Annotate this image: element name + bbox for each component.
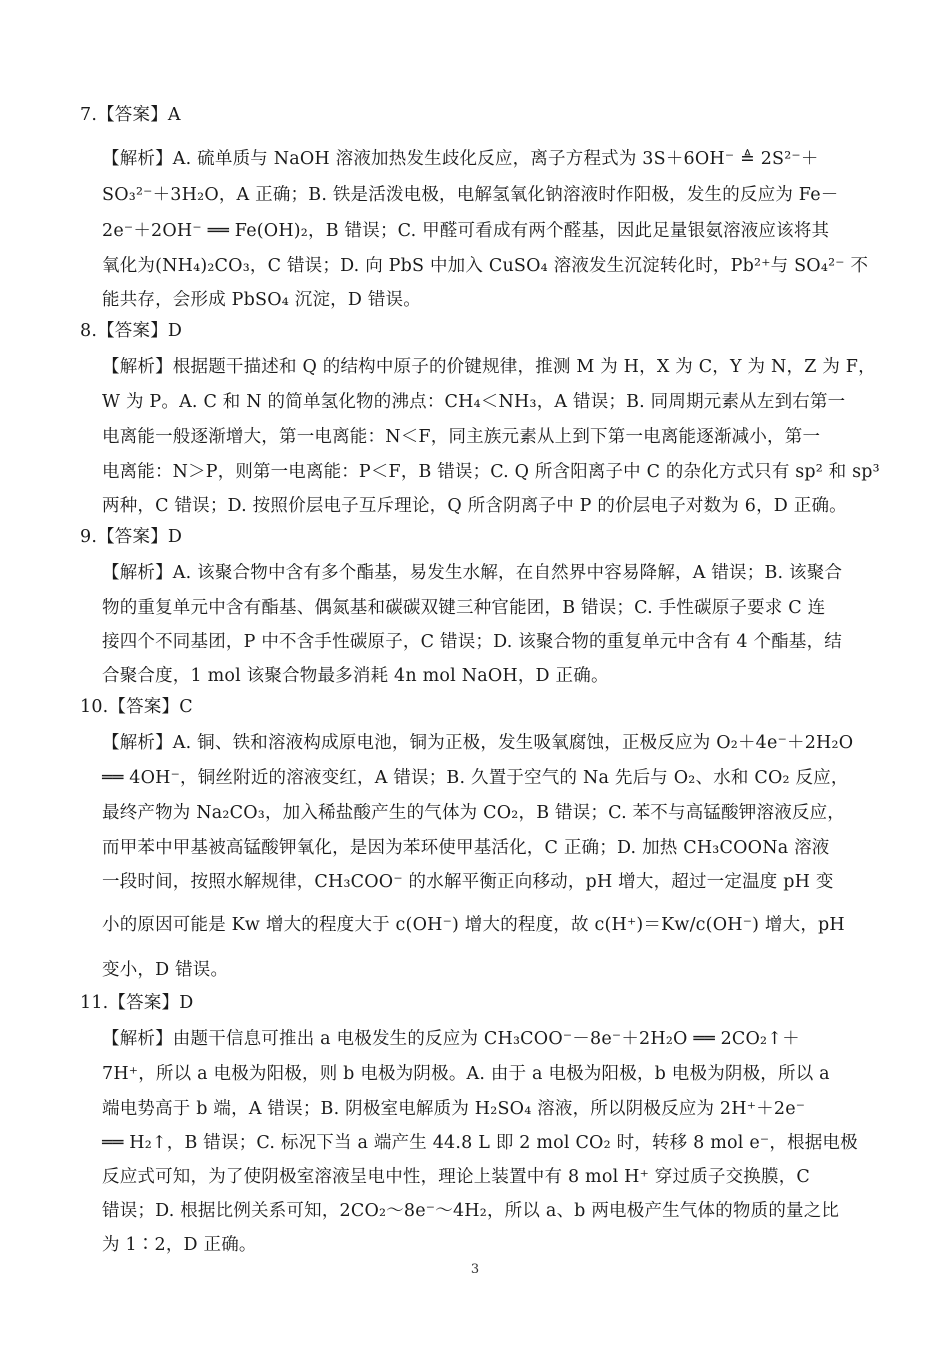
explanation-line: 【解析】由题干信息可推出 a 电极发生的反应为 CH₃COO⁻－8e⁻＋2H₂O ══ 2CO₂↑＋ xyxy=(102,1029,800,1049)
explanation-line: 【解析】A. 铜、铁和溶液构成原电池，铜为正极，发生吸氧腐蚀，正极反应为 O₂＋4e⁻＋2H₂O xyxy=(102,733,854,753)
explanation-line: 【解析】A. 硫单质与 NaOH 溶液加热发生歧化反应，离子方程式为 3S＋6OH⁻ ≜ 2S²⁻＋ xyxy=(102,149,819,169)
explanation-line: ══ 4OH⁻，铜丝附近的溶液变红，A 错误；B. 久置于空气的 Na 先后与 O₂、水和 CO₂ 反应， xyxy=(102,768,849,788)
explanation-line: 端电势高于 b 端，A 错误；B. 阴极室电解质为 H₂SO₄ 溶液，所以阴极反应为 2H⁺＋2e⁻ xyxy=(102,1099,806,1119)
explanation-line: 错误；D. 根据比例关系可知，2CO₂～8e⁻～4H₂，所以 a、b 两电极产生气体的物质的量之比 xyxy=(102,1201,840,1221)
explanation-line: 能共存，会形成 PbSO₄ 沉淀，D 错误。 xyxy=(102,290,421,310)
explanation-line: 而甲苯中甲基被高锰酸钾氧化，是因为苯环使甲基活化，C 正确；D. 加热 CH₃COONa 溶液 xyxy=(102,838,830,858)
explanation-line: 7H⁺，所以 a 电极为阳极，则 b 电极为阴极。A. 由于 a 电极为阳极，b 电极为阴极，所以 a xyxy=(102,1064,830,1084)
explanation-line: 电离能：N＞P，则第一电离能：P＜F，B 错误；C. Q 所含阳离子中 C 的杂化方式只有 sp² 和 sp³ xyxy=(102,462,880,482)
explanation-line: 反应式可知，为了使阴极室溶液呈电中性，理论上装置中有 8 mol H⁺ 穿过质子交换膜，C xyxy=(102,1167,810,1187)
explanation-line: 一段时间，按照水解规律，CH₃COO⁻ 的水解平衡正向移动，pH 增大，超过一定温度 pH 变 xyxy=(102,872,834,892)
explanation-line: 电离能一般逐渐增大，第一电离能：N＜F，同主族元素从上到下第一电离能逐渐减小，第一 xyxy=(102,427,821,447)
explanation-line: W 为 P。A. C 和 N 的简单氢化物的沸点：CH₄＜NH₃，A 错误；B. 同周期元素从左到右第一 xyxy=(102,392,846,412)
answer-line-q9: 9.【答案】D xyxy=(80,527,183,547)
answer-line-q8: 8.【答案】D xyxy=(80,321,183,341)
explanation-line: 为 1∶2，D 正确。 xyxy=(102,1235,257,1255)
explanation-line: SO₃²⁻＋3H₂O，A 正确；B. 铁是活泼电极，电解氢氧化钠溶液时作阳极，发生的反应为 Fe－ xyxy=(102,185,839,205)
explanation-line: 两种，C 错误；D. 按照价层电子互斥理论，Q 所含阴离子中 P 的价层电子对数为 6，D 正确。 xyxy=(102,496,847,516)
explanation-line: 2e⁻＋2OH⁻ ══ Fe(OH)₂，B 错误；C. 甲醛可看成有两个醛基，因此足量银氨溶液应该将其 xyxy=(102,221,830,241)
answer-line-q10: 10.【答案】C xyxy=(80,697,193,717)
explanation-line: 合聚合度，1 mol 该聚合物最多消耗 4n mol NaOH，D 正确。 xyxy=(102,666,609,686)
explanation-line: ══ H₂↑，B 错误；C. 标况下当 a 端产生 44.8 L 即 2 mol CO₂ 时，转移 8 mol e⁻，根据电极 xyxy=(102,1133,858,1153)
explanation-line: 【解析】根据题干描述和 Q 的结构中原子的价键规律，推测 M 为 H，X 为 C，Y 为 N，Z 为 F， xyxy=(102,357,876,377)
explanation-line: 接四个不同基团，P 中不含手性碳原子，C 错误；D. 该聚合物的重复单元中含有 4 个酯基，结 xyxy=(102,632,842,652)
answer-line-q11: 11.【答案】D xyxy=(80,993,194,1013)
explanation-line: 氧化为(NH₄)₂CO₃，C 错误；D. 向 PbS 中加入 CuSO₄ 溶液发生沉淀转化时，Pb²⁺与 SO₄²⁻ 不 xyxy=(102,256,869,276)
explanation-line: 小的原因可能是 Kw 增大的程度大于 c(OH⁻) 增大的程度，故 c(H⁺)＝Kw/c(OH⁻) 增大，pH xyxy=(102,915,845,935)
explanation-line: 【解析】A. 该聚合物中含有多个酯基，易发生水解，在自然界中容易降解，A 错误；B. 该聚合 xyxy=(102,563,843,583)
page-number: 3 xyxy=(470,1262,480,1277)
explanation-line: 最终产物为 Na₂CO₃，加入稀盐酸产生的气体为 CO₂，B 错误；C. 苯不与高锰酸钾溶液反应， xyxy=(102,803,846,823)
answer-line-q7: 7.【答案】A xyxy=(80,105,181,125)
explanation-line: 物的重复单元中含有酯基、偶氮基和碳碳双键三种官能团，B 错误；C. 手性碳原子要求 C 连 xyxy=(102,598,826,618)
explanation-line: 变小，D 错误。 xyxy=(102,960,229,980)
